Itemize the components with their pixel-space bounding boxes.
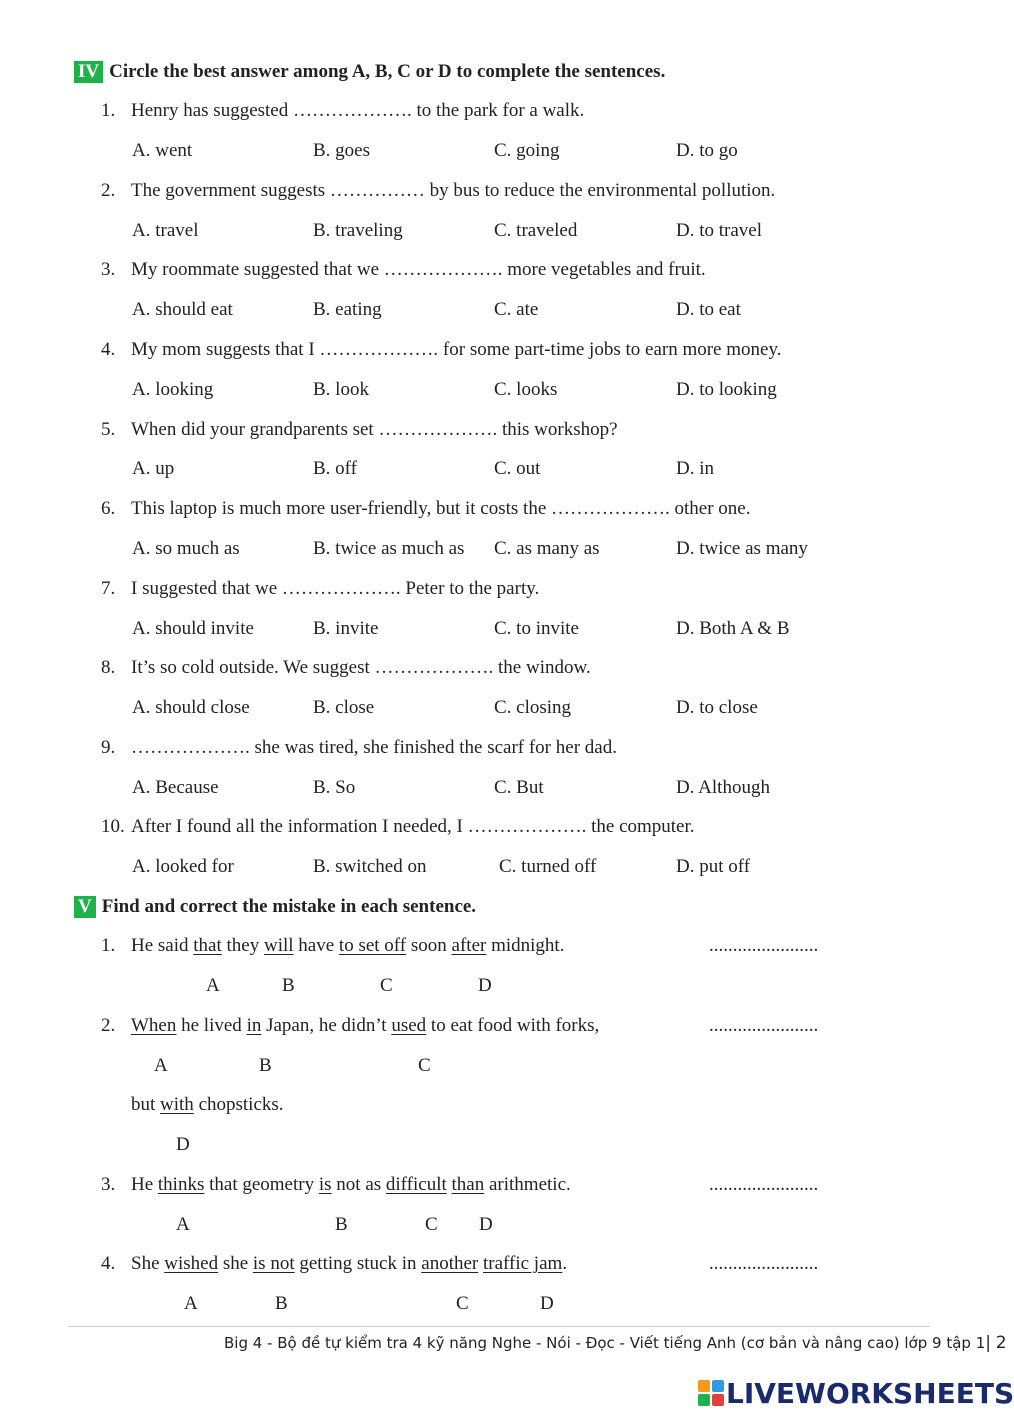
- error-sentence-2: [101, 1014, 599, 1038]
- underlined-part-a: thinks: [157, 1174, 205, 1195]
- error-sentence-2-continued: [131, 1093, 284, 1117]
- question-number: 3.: [101, 259, 116, 280]
- question-10: [101, 815, 695, 839]
- question-8-option-b[interactable]: B. close: [313, 697, 375, 718]
- question-5-option-d[interactable]: D. in: [676, 458, 714, 479]
- section-5-title: Find and correct the mistake in each sentence.: [101, 896, 477, 917]
- question-1-option-b[interactable]: B. goes: [313, 140, 370, 161]
- underlined-part-a: When: [131, 1015, 177, 1036]
- question-number: 7.: [101, 578, 116, 599]
- footer-text: Big 4 - Bộ đề tự kiểm tra 4 kỹ năng Nghe - Nói - Đọc - Viết tiếng Anh (cơ bản và nâng cao) lớp 9 tập 1: [224, 1334, 986, 1352]
- question-5-option-c[interactable]: C. out: [494, 458, 541, 479]
- page-footer: [224, 1333, 1007, 1353]
- letter-c: C: [418, 1055, 431, 1076]
- question-10-option-a[interactable]: A. looked for: [132, 856, 234, 877]
- section-4-badge: IV: [74, 61, 103, 83]
- underlined-part-d: after: [451, 935, 487, 956]
- question-9-option-a[interactable]: A. Because: [132, 777, 219, 798]
- text: he lived: [176, 1015, 247, 1036]
- question-4-option-a[interactable]: A. looking: [132, 379, 214, 400]
- underlined-part-b: will: [263, 935, 294, 956]
- question-text: The government suggests …………… by bus to reduce the environmental pollution.: [131, 180, 776, 201]
- question-6-option-b[interactable]: B. twice as much as: [313, 538, 465, 559]
- answer-blank-2[interactable]: .......................: [709, 1015, 819, 1036]
- text: that geometry: [204, 1174, 319, 1195]
- question-1-option-d[interactable]: D. to go: [676, 140, 738, 161]
- question-text: My roommate suggested that we ………………. more vegetables and fruit.: [131, 259, 706, 280]
- question-5: [101, 418, 618, 442]
- question-2: [101, 179, 775, 203]
- brand-name: LIVEWORKSHEETS: [726, 1376, 1014, 1410]
- section-5-badge: V: [74, 896, 96, 918]
- question-5-option-b[interactable]: B. off: [313, 458, 357, 479]
- question-number: 10.: [101, 816, 125, 837]
- question-4: [101, 338, 781, 362]
- section-5-heading: [74, 895, 476, 919]
- question-text: When did your grandparents set ………………. this workshop?: [131, 419, 618, 440]
- question-number: 6.: [101, 498, 116, 519]
- question-3: [101, 258, 706, 282]
- question-3-option-c[interactable]: C. ate: [494, 299, 539, 320]
- footer-divider: [68, 1326, 930, 1327]
- underlined-part-a: wished: [164, 1253, 219, 1274]
- question-7-option-c[interactable]: C. to invite: [494, 618, 579, 639]
- text: arithmetic.: [484, 1174, 571, 1195]
- question-4-option-c[interactable]: C. looks: [494, 379, 558, 400]
- question-7: [101, 577, 539, 601]
- question-3-option-b[interactable]: B. eating: [313, 299, 382, 320]
- text: to eat food with forks,: [426, 1015, 600, 1036]
- question-text: I suggested that we ………………. Peter to the party.: [131, 578, 540, 599]
- letter-b: B: [335, 1214, 348, 1235]
- question-6-option-a[interactable]: A. so much as: [132, 538, 240, 559]
- underlined-part-c: difficult: [385, 1174, 447, 1195]
- text: not as: [331, 1174, 386, 1195]
- question-text: ………………. she was tired, she finished the scarf for her dad.: [131, 737, 617, 758]
- question-text: After I found all the information I needed, I ………………. the computer.: [131, 816, 695, 837]
- question-9-option-b[interactable]: B. So: [313, 777, 356, 798]
- sentence-number: 1.: [101, 935, 116, 956]
- text: but: [131, 1094, 161, 1115]
- underlined-part-b: is: [318, 1174, 332, 1195]
- text: chopsticks.: [193, 1094, 284, 1115]
- question-text: This laptop is much more user-friendly, but it costs the ………………. other one.: [131, 498, 751, 519]
- underlined-part-d: than: [451, 1174, 485, 1195]
- question-number: 2.: [101, 180, 116, 201]
- underlined-part-c: to set off: [338, 935, 407, 956]
- text: She: [131, 1253, 165, 1274]
- text: getting stuck in: [294, 1253, 422, 1274]
- text: soon: [406, 935, 452, 956]
- question-3-option-d[interactable]: D. to eat: [676, 299, 741, 320]
- letter-c: C: [380, 975, 393, 996]
- error-sentence-3: [101, 1173, 571, 1197]
- question-10-option-b[interactable]: B. switched on: [313, 856, 427, 877]
- question-3-option-a[interactable]: A. should eat: [132, 299, 233, 320]
- underlined-part-b: in: [246, 1015, 262, 1036]
- question-number: 9.: [101, 737, 116, 758]
- letter-d: D: [176, 1134, 190, 1155]
- text: she: [218, 1253, 253, 1274]
- question-10-option-c[interactable]: C. turned off: [499, 856, 597, 877]
- letter-a: A: [206, 975, 220, 996]
- text: have: [293, 935, 339, 956]
- letter-b: B: [282, 975, 295, 996]
- question-number: 1.: [101, 100, 116, 121]
- section-4-title: Circle the best answer among A, B, C or D to complete the sentences.: [109, 61, 666, 82]
- question-number: 4.: [101, 339, 116, 360]
- letter-d: D: [478, 975, 492, 996]
- question-2-option-c[interactable]: C. traveled: [494, 220, 578, 241]
- letter-d: D: [540, 1293, 554, 1314]
- answer-blank-4[interactable]: .......................: [709, 1253, 819, 1274]
- question-1-option-c[interactable]: C. going: [494, 140, 560, 161]
- error-sentence-4: [101, 1252, 567, 1276]
- question-10-option-d[interactable]: D. put off: [676, 856, 751, 877]
- question-9: [101, 736, 617, 760]
- text: .: [562, 1253, 568, 1274]
- question-2-option-b[interactable]: B. traveling: [313, 220, 403, 241]
- underlined-part-c: used: [391, 1015, 427, 1036]
- text: He: [131, 1174, 158, 1195]
- error-sentence-1: [101, 934, 564, 958]
- question-8-option-d[interactable]: D. to close: [676, 697, 758, 718]
- underlined-part-d: with: [160, 1094, 194, 1115]
- letter-a: A: [176, 1214, 190, 1235]
- underlined-part-a: that: [193, 935, 222, 956]
- question-1-option-a[interactable]: A. went: [132, 140, 193, 161]
- letter-c: C: [425, 1214, 438, 1235]
- question-8-option-a[interactable]: A. should close: [132, 697, 250, 718]
- underlined-part-c: another: [421, 1253, 479, 1274]
- letter-b: B: [259, 1055, 272, 1076]
- question-7-option-b[interactable]: B. invite: [313, 618, 379, 639]
- question-4-option-b[interactable]: B. look: [313, 379, 369, 400]
- letter-a: A: [184, 1293, 198, 1314]
- question-7-option-a[interactable]: A. should invite: [132, 618, 254, 639]
- underlined-part-d: traffic jam: [483, 1253, 563, 1274]
- question-text: Henry has suggested ………………. to the park for a walk.: [131, 100, 585, 121]
- question-number: 8.: [101, 657, 116, 678]
- question-text: It’s so cold outside. We suggest ………………. the window.: [131, 657, 591, 678]
- liveworksheets-logo-icon: [698, 1380, 724, 1406]
- page-number: 2: [995, 1333, 1007, 1353]
- sentence-number: 3.: [101, 1174, 116, 1195]
- question-6-option-c[interactable]: C. as many as: [494, 538, 600, 559]
- letter-c: C: [456, 1293, 469, 1314]
- question-4-option-d[interactable]: D. to looking: [676, 379, 777, 400]
- question-1: [101, 99, 584, 123]
- letter-a: A: [154, 1055, 168, 1076]
- sentence-number: 2.: [101, 1015, 116, 1036]
- question-number: 5.: [101, 419, 116, 440]
- footer-separator: |: [985, 1333, 991, 1353]
- question-9-option-d[interactable]: D. Although: [676, 777, 770, 798]
- letter-d: D: [479, 1214, 493, 1235]
- sentence-number: 4.: [101, 1253, 116, 1274]
- question-8-option-c[interactable]: C. closing: [494, 697, 572, 718]
- question-9-option-c[interactable]: C. But: [494, 777, 544, 798]
- question-5-option-a[interactable]: A. up: [132, 458, 175, 479]
- section-4-heading: [74, 60, 665, 84]
- question-7-option-d[interactable]: D. Both A & B: [676, 618, 790, 639]
- question-text: My mom suggests that I ………………. for some part-time jobs to earn more money.: [131, 339, 782, 360]
- text: they: [221, 935, 264, 956]
- text: midnight.: [486, 935, 565, 956]
- underlined-part-b: is not: [252, 1253, 295, 1274]
- text: He said: [131, 935, 194, 956]
- liveworksheets-logo: [698, 1376, 1014, 1410]
- question-8: [101, 656, 591, 680]
- answer-blank-3[interactable]: .......................: [709, 1174, 819, 1195]
- question-2-option-a[interactable]: A. travel: [132, 220, 199, 241]
- text: Japan, he didn’t: [261, 1015, 392, 1036]
- question-6-option-d[interactable]: D. twice as many: [676, 538, 808, 559]
- question-2-option-d[interactable]: D. to travel: [676, 220, 763, 241]
- letter-b: B: [275, 1293, 288, 1314]
- answer-blank-1[interactable]: .......................: [709, 935, 819, 956]
- question-6: [101, 497, 750, 521]
